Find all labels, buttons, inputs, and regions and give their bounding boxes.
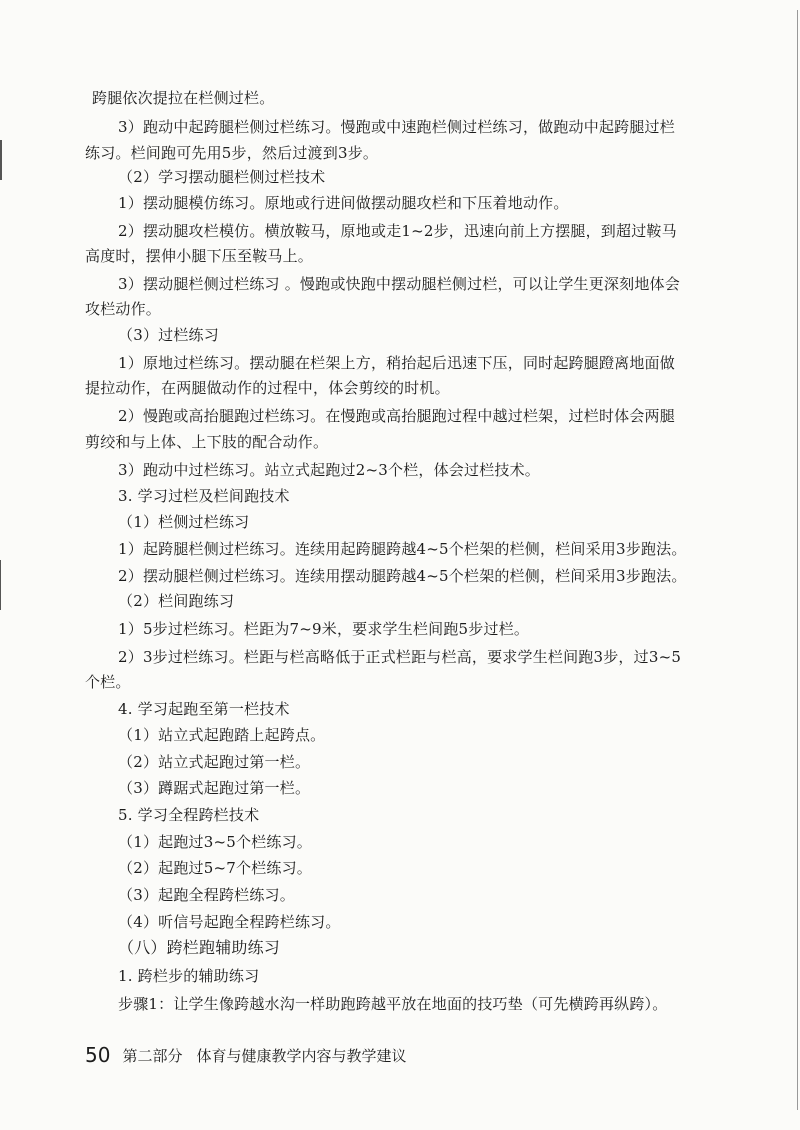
chapter-heading: （八）跨栏跑辅助练习 xyxy=(118,938,281,957)
text-line: 跨腿依次提拉在栏侧过栏。 xyxy=(92,89,275,107)
text-line: 1）起跨腿栏侧过栏练习。连续用起跨腿跨越4~5个栏架的栏侧，栏间采用3步跑法。 xyxy=(118,540,687,558)
page-number: 50 xyxy=(85,1043,111,1067)
text-line: 剪绞和与上体、上下肢的配合动作。 xyxy=(85,433,329,451)
footer-section-title: 体育与健康教学内容与教学建议 xyxy=(196,1047,407,1065)
list-item: （1）起跑过3~5个栏练习。 xyxy=(118,833,312,851)
text-line: 2）摆动腿攻栏模仿。横放鞍马，原地或走1~2步，迅速向前上方摆腿，到超过鞍马 xyxy=(118,222,677,240)
section-heading: 3. 学习过栏及栏间跑技术 xyxy=(118,487,290,505)
list-item: （1）站立式起跑踏上起跨点。 xyxy=(118,726,326,744)
text-line: 个栏。 xyxy=(85,673,131,691)
text-line: 2）3步过栏练习。栏距与栏高略低于正式栏距与栏高，要求学生栏间跑3步，过3~5 xyxy=(118,648,682,666)
list-item: （2）起跑过5~7个栏练习。 xyxy=(118,859,312,877)
page-footer xyxy=(85,1045,406,1066)
text-line: 3）摆动腿栏侧过栏练习 。慢跑或快跑中摆动腿栏侧过栏，可以让学生更深刻地体会 xyxy=(118,275,680,293)
scan-edge-mark xyxy=(0,560,1,610)
text-line: 提拉动作，在两腿做动作的过程中，体会剪绞的时机。 xyxy=(85,379,450,397)
text-line: 2）摆动腿栏侧过栏练习。连续用摆动腿跨越4~5个栏架的栏侧，栏间采用3步跑法。 xyxy=(118,567,687,585)
scan-edge-mark xyxy=(797,10,798,1110)
subsection-heading: （2）学习摆动腿栏侧过栏技术 xyxy=(118,168,326,186)
section-heading: 5. 学习全程跨栏技术 xyxy=(118,806,260,824)
subsection-heading: （3）过栏练习 xyxy=(118,326,219,344)
list-item: （3）起跑全程跨栏练习。 xyxy=(118,886,295,904)
scan-edge-mark xyxy=(0,140,2,180)
section-heading: 4. 学习起跑至第一栏技术 xyxy=(118,700,290,718)
text-line: 1）摆动腿模仿练习。原地或行进间做摆动腿攻栏和下压着地动作。 xyxy=(118,194,569,212)
footer-part-label: 第二部分 xyxy=(122,1047,183,1065)
section-heading: 1. 跨栏步的辅助练习 xyxy=(118,967,260,985)
text-line: 练习。栏间跑可先用5步，然后过渡到3步。 xyxy=(85,144,379,162)
text-line: 攻栏动作。 xyxy=(85,300,162,318)
text-line: 3）跑动中起跨腿栏侧过栏练习。慢跑或中速跑栏侧过栏练习，做跑动中起跨腿过栏 xyxy=(118,118,675,136)
list-item: （3）蹲踞式起跑过第一栏。 xyxy=(118,779,311,797)
text-line: 高度时，摆伸小腿下压至鞍马上。 xyxy=(85,247,314,265)
text-line: 1）原地过栏练习。摆动腿在栏架上方，稍抬起后迅速下压，同时起跨腿蹬离地面做 xyxy=(118,354,675,372)
subsection-heading: （1）栏侧过栏练习 xyxy=(118,513,250,531)
text-line: 3）跑动中过栏练习。站立式起跑过2~3个栏，体会过栏技术。 xyxy=(118,461,541,479)
list-item: （2）站立式起跑过第一栏。 xyxy=(118,753,311,771)
text-line: 2）慢跑或高抬腿跑过栏练习。在慢跑或高抬腿跑过程中越过栏架，过栏时体会两腿 xyxy=(118,407,675,425)
subsection-heading: （2）栏间跑练习 xyxy=(118,592,235,610)
text-line: 步骤1：让学生像跨越水沟一样助跑跨越平放在地面的技巧垫（可先横跨再纵跨）。 xyxy=(118,995,668,1013)
text-line: 1）5步过栏练习。栏距为7~9米，要求学生栏间跑5步过栏。 xyxy=(118,620,530,638)
list-item: （4）听信号起跑全程跨栏练习。 xyxy=(118,913,341,931)
